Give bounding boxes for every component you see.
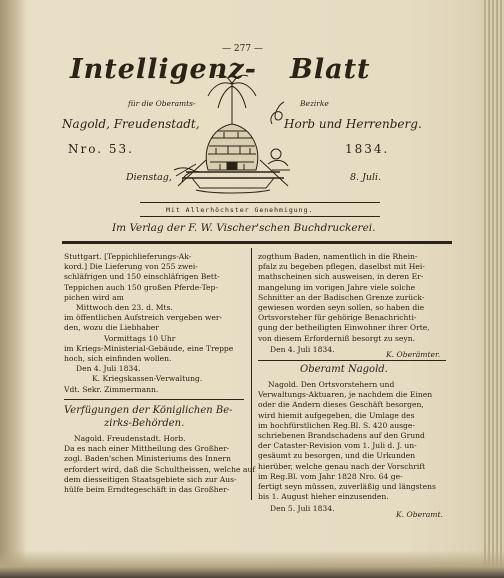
- text-line: gung der betheiligten Einwohner ihrer Orte,: [258, 323, 430, 333]
- page-edges: [482, 0, 504, 578]
- issue-year: 1834.: [345, 142, 390, 156]
- book-gutter: [0, 0, 26, 578]
- text-line: im hochfürstlichen Reg.Bl. S. 420 ausge-: [258, 420, 415, 430]
- text-line: schriebenen Brandschadens auf den Grund: [258, 431, 425, 441]
- right-column-notice-nagold: [258, 380, 436, 502]
- text-line: schläfrigen und 150 einschläfrigen Bett-: [64, 272, 220, 282]
- left-column-notice-stuttgart: [64, 252, 233, 395]
- text-line: bis 1. August hieher einzusenden.: [258, 492, 389, 502]
- privilege-rule-top: [140, 202, 380, 203]
- text-line: Vdt. Sekr. Zimmermann.: [64, 384, 159, 394]
- text-line: wird hiemit aufgegeben, die Umlage des: [258, 410, 415, 420]
- masthead-title-left: Intelligenz-: [70, 54, 257, 85]
- text-line: im Kriegs-Ministerial-Gebäude, eine Treppe: [64, 343, 234, 353]
- issue-number: Nro. 53.: [68, 142, 134, 156]
- text-line: mathscheinen sich ausweisen, in deren Er-: [258, 272, 424, 282]
- text-line: K. Kriegskassen-Verwaltung.: [92, 374, 203, 384]
- text-line: Teppichen auch 150 großen Pferde-Tep-: [64, 282, 218, 292]
- masthead-title-right: Blatt: [290, 54, 371, 85]
- weekday: Dienstag,: [126, 172, 172, 183]
- districts-right: Horb und Herrenberg.: [284, 117, 422, 131]
- text-line: im öffentlichen Aufstreich vergeben wer-: [64, 313, 223, 323]
- text-line: gewiesen worden seyn sollen, so haben die: [258, 303, 425, 313]
- page-bottom-shadow: [0, 550, 504, 578]
- section-heading: [64, 404, 233, 430]
- text-line: erfordert wird, daß die Schultheissen, welche auf: [64, 464, 256, 474]
- text-line: fertigt seyn müssen, zuverläßig und längstens: [258, 482, 436, 492]
- text-line: pichen wird am: [64, 292, 124, 302]
- date-line-1: Den 4. Juli 1834.: [270, 345, 335, 354]
- districts-left: Nagold, Freudenstadt,: [62, 117, 200, 131]
- text-line: oder die Andern dieses Geschäft besorgen,: [258, 400, 424, 410]
- text-line: gesäumt zu besorgen, und die Urkunden: [258, 451, 416, 461]
- text-line: Ortsvorsteher für gehörige Benachrichti-: [258, 313, 417, 323]
- masthead-rule: [62, 241, 452, 244]
- text-line: den, wozu die Liebhaber: [64, 323, 159, 333]
- page-number: — 277 —: [222, 44, 263, 54]
- text-line: mangelung im vorigen Jahre viele solche: [258, 282, 416, 292]
- heading-line: Verfügungen der Königlichen Be-: [64, 405, 233, 416]
- right-column-rule-1: [258, 360, 446, 361]
- text-line: Nagold. Den Ortsvorstehern und: [268, 380, 395, 389]
- text-line: der Cataster-Revision vom 1. Juli d. J. un-: [258, 441, 417, 451]
- date-line-2: Den 5. Juli 1834.: [270, 504, 335, 513]
- text-line: hoch, sich einfinden wollen.: [64, 354, 172, 364]
- text-line: von diesem Erforderniß besorgt zu seyn.: [258, 333, 416, 343]
- beehive-emblem-icon: [172, 74, 292, 198]
- text-line: kord.] Die Lieferung von 255 zwei-: [64, 262, 198, 272]
- section-heading-oberamt: Oberamt Nagold.: [300, 364, 388, 375]
- text-line: Verwaltungs-Aktuaren, je nachdem die Einen: [258, 390, 433, 400]
- text-line: Den 4. Juli 1834.: [76, 364, 141, 374]
- text-line: Mittwoch den 23. d. Mts.: [76, 303, 173, 313]
- signature-1: K. Oberämter.: [386, 350, 441, 359]
- text-line: hierüber, welche genau nach der Vorschrift: [258, 461, 426, 471]
- text-line: zogthum Baden, namentlich in die Rhein-: [258, 252, 418, 261]
- left-column-rule: [64, 399, 244, 400]
- text-line: Da es nach einer Mittheilung des Großher-: [64, 444, 230, 454]
- text-line: hülfe beim Erndtegeschäft in das Großher-: [64, 485, 230, 495]
- text-line: Nagold. Freudenstadt. Horb.: [74, 434, 186, 443]
- flourish-icon: [268, 100, 286, 126]
- signature-2: K. Oberamt.: [396, 510, 443, 519]
- text-line: dem diesseitigen Staatsgebiete sich zur Aus-: [64, 474, 237, 484]
- heading-line: zirks-Behörden.: [104, 418, 185, 429]
- left-column-notice-nagold: [64, 434, 255, 495]
- issue-date: 8. Juli.: [350, 172, 382, 183]
- masthead-subtitle-left: für die Oberamts-: [128, 99, 196, 108]
- masthead-subtitle-right: Bezirke: [300, 99, 329, 108]
- privilege-rule-bottom: [140, 216, 380, 217]
- text-line: zogl. Baden'schen Ministeriums des Innern: [64, 454, 231, 464]
- text-line: Schnitter an der Badischen Grenze zurück-: [258, 292, 425, 302]
- publisher-line: Im Verlag der F. W. Vischer'schen Buchdruckerei.: [112, 222, 376, 234]
- privilege-line: Mit Allerhöchster Genehmigung.: [166, 206, 314, 214]
- text-line: Vormittags 10 Uhr: [104, 333, 176, 343]
- right-column-notice-continued: [258, 252, 430, 344]
- text-line: pfalz zu begeben pflegen, daselbst mit Hei-: [258, 262, 425, 272]
- text-line: Stuttgart. [Teppichlieferungs-Ak-: [64, 252, 192, 261]
- text-line: im Reg.Bl. vom Jahr 1828 Nro. 64 ge-: [258, 471, 403, 481]
